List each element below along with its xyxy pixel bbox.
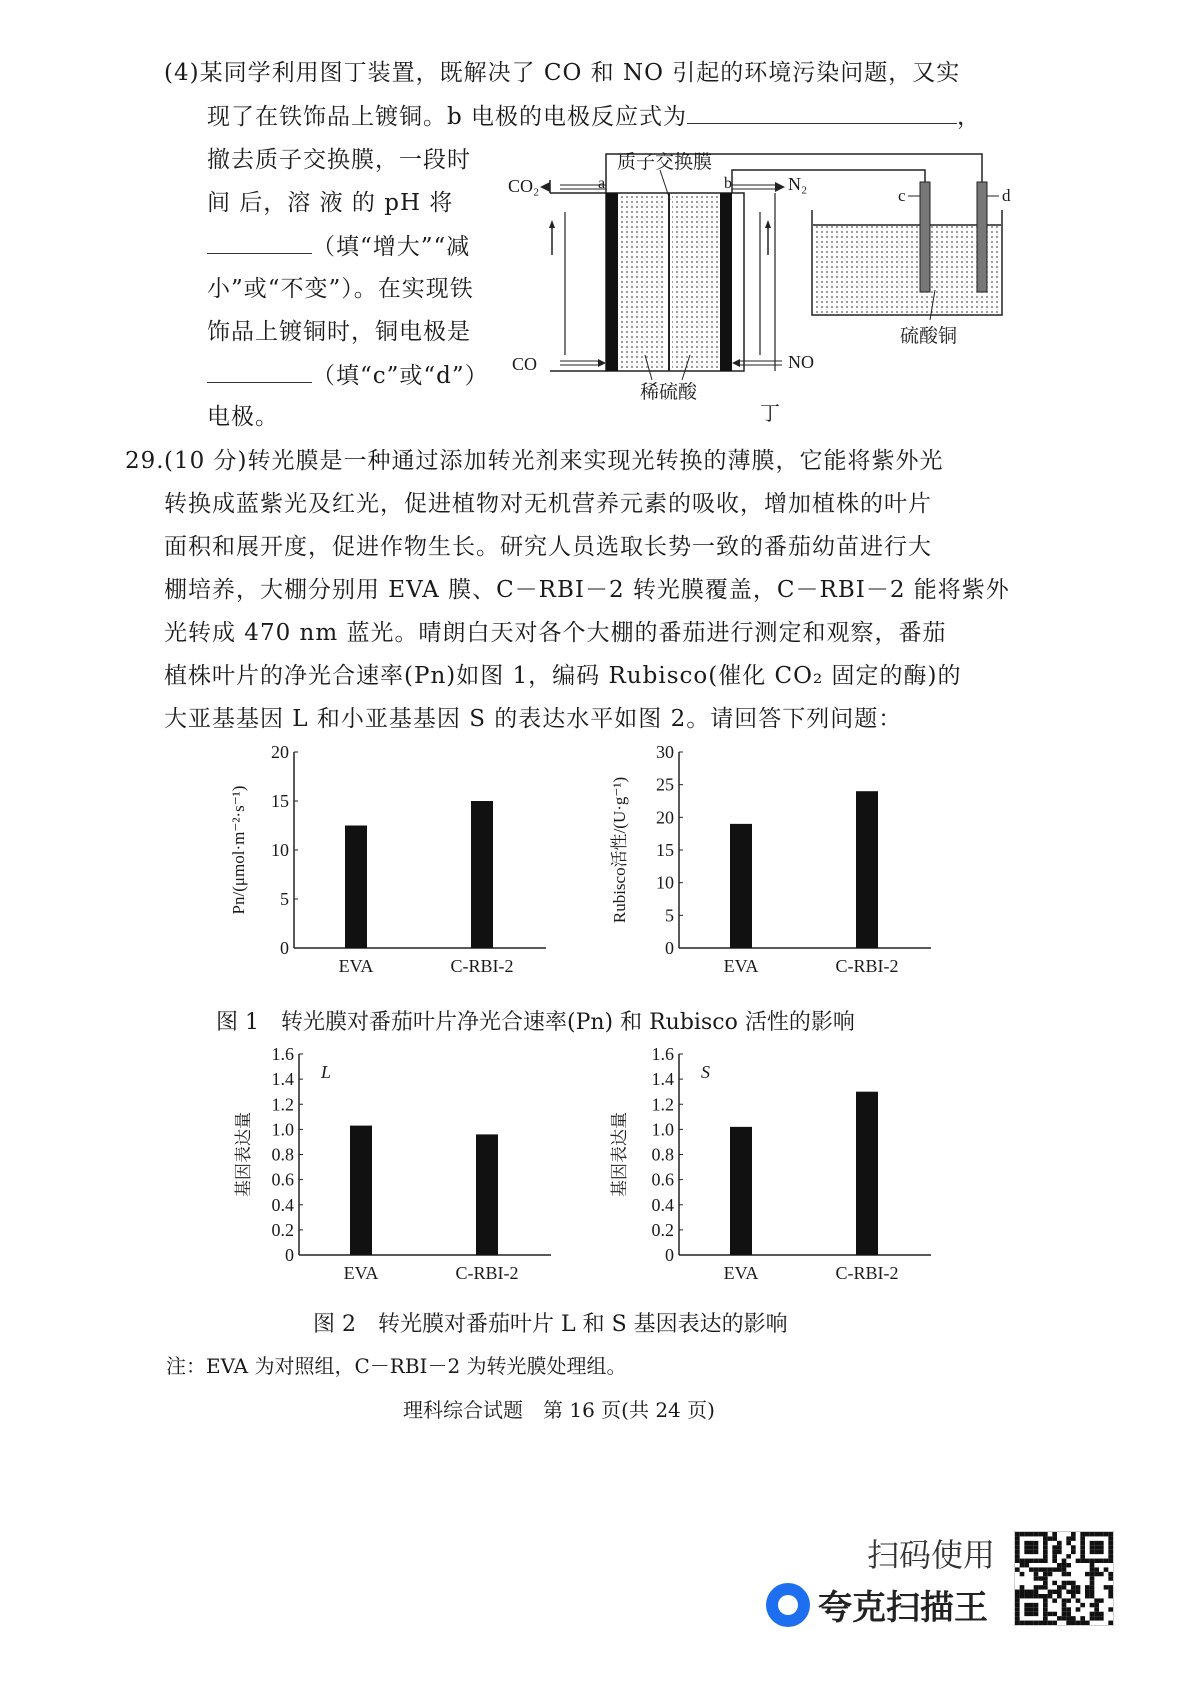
note: 注：EVA 为对照组，C－RBI－2 为转光膜处理组。 xyxy=(166,1354,627,1378)
q29-line: 转换成蓝紫光及红光，促进植物对无机营养元素的吸收，增加植株的叶片 xyxy=(164,491,932,517)
x-tick-label: EVA xyxy=(723,956,759,976)
q4-line-1: (4)某同学利用图丁装置，既解决了 CO 和 NO 引起的环境污染问题，又实 xyxy=(164,60,961,86)
y-tick-label: 0.2 xyxy=(271,1219,294,1240)
q4-line-2-text: 现了在铁饰品上镀铜。b 电极的电极反应式为 xyxy=(207,104,688,130)
co-label: CO xyxy=(512,354,538,374)
y-tick-label: 30 xyxy=(656,742,674,762)
q4-left-line: 撤去质子交换膜，一段时 xyxy=(207,147,471,173)
x-tick-label: EVA xyxy=(343,1263,379,1283)
y-tick-label: 0 xyxy=(280,938,289,958)
scan-prompt: 扫码使用 xyxy=(867,1536,996,1574)
scanner-brand xyxy=(766,1580,988,1629)
y-tick-label: 0.2 xyxy=(651,1219,674,1240)
y-tick-label: 1.4 xyxy=(271,1069,294,1090)
quark-logo-icon xyxy=(766,1583,810,1627)
y-tick-label: 1.2 xyxy=(651,1094,674,1115)
bar xyxy=(730,1127,752,1255)
y-tick-label: 25 xyxy=(656,774,674,795)
y-tick-label: 1.6 xyxy=(651,1044,674,1064)
electrode-b-label: b xyxy=(724,175,732,192)
answer-blank-3[interactable] xyxy=(207,360,312,383)
q4-left-line: 间 后，溶 液 的 pH 将 xyxy=(207,190,454,216)
q4-left-text: （填“c”或“d”） xyxy=(312,363,489,389)
bar xyxy=(856,791,878,948)
y-axis-label: 基因表达量 xyxy=(610,1112,629,1197)
y-tick-label: 10 xyxy=(656,872,674,893)
q4-line-2 xyxy=(207,101,981,132)
electrolyte-label: 稀硫酸 xyxy=(640,382,698,403)
bath-label: 硫酸铜 xyxy=(900,326,958,347)
bar xyxy=(350,1126,372,1255)
y-tick-label: 0 xyxy=(285,1245,294,1265)
q29-line: 棚培养，大棚分别用 EVA 膜、C－RBI－2 转光膜覆盖，C－RBI－2 能将紫外 xyxy=(164,577,1010,603)
q29-line: (10 分)转光膜是一种通过添加转光剂来实现光转换的薄膜，它能将紫外光 xyxy=(164,448,944,474)
bar xyxy=(471,801,493,948)
panel-label: S xyxy=(701,1062,710,1082)
y-tick-label: 0 xyxy=(665,938,674,958)
q29-line: 大亚基基因 L 和小亚基基因 S 的表达水平如图 2。请回答下列问题： xyxy=(164,706,903,732)
chart-gene-l xyxy=(225,1042,575,1297)
y-tick-label: 1.0 xyxy=(651,1119,674,1140)
q29-number: 29. xyxy=(125,448,165,474)
q29-line: 面积和展开度，促进作物生长。研究人员选取长势一致的番茄幼苗进行大 xyxy=(164,534,932,560)
bar xyxy=(856,1092,878,1255)
y-tick-label: 0.6 xyxy=(651,1169,674,1190)
figure-2-caption: 图 2 转光膜对番茄叶片 L 和 S 基因表达的影响 xyxy=(313,1312,788,1337)
q4-left-line: 电极。 xyxy=(207,404,279,430)
x-tick-label: C-RBI-2 xyxy=(450,956,514,976)
electrolysis-diagram xyxy=(510,140,1030,430)
q4-left-text: （填“增大”“减 xyxy=(312,234,471,260)
y-tick-label: 15 xyxy=(656,840,674,860)
no-label: NO xyxy=(788,352,814,372)
y-tick-label: 0.8 xyxy=(651,1144,674,1165)
y-tick-label: 0.8 xyxy=(271,1144,294,1165)
x-tick-label: C-RBI-2 xyxy=(455,1263,519,1283)
y-tick-label: 20 xyxy=(656,807,674,828)
membrane-label: 质子交换膜 xyxy=(617,152,713,173)
q4-left-line xyxy=(207,231,470,262)
qr-code-icon[interactable] xyxy=(1014,1531,1114,1626)
bar xyxy=(345,826,367,949)
n2-label: N₂ xyxy=(788,174,808,194)
electrode-d xyxy=(977,182,987,292)
y-tick-label: 0.4 xyxy=(651,1194,674,1215)
q4-line-2-end: ， xyxy=(957,104,982,130)
answer-blank-2[interactable] xyxy=(207,231,312,254)
panel-label: L xyxy=(321,1062,332,1082)
y-axis-label: Pn/(μmol·m⁻²·s⁻¹) xyxy=(229,785,248,915)
electrode-b xyxy=(720,193,732,371)
q29-line: 植株叶片的净光合速率(Pn)如图 1，编码 Rubisco(催化 CO₂ 固定的酶)的 xyxy=(164,663,962,689)
electrode-c-label: c xyxy=(898,186,906,205)
figure-1-caption: 图 1 转光膜对番茄叶片净光合速率(Pn) 和 Rubisco 活性的影响 xyxy=(216,1010,855,1035)
chart-gene-s xyxy=(605,1042,955,1297)
q4-left-line: 饰品上镀铜时，铜电极是 xyxy=(207,319,471,345)
chart-rubisco xyxy=(605,740,955,990)
x-tick-label: EVA xyxy=(723,1263,759,1283)
y-tick-label: 1.2 xyxy=(271,1094,294,1115)
q29-line: 光转成 470 nm 蓝光。晴朗白天对各个大棚的番茄进行测定和观察，番茄 xyxy=(164,620,947,646)
bar xyxy=(730,824,752,948)
y-tick-label: 5 xyxy=(665,905,674,926)
y-tick-label: 0 xyxy=(665,1245,674,1265)
figure-label-ding: 丁 xyxy=(760,403,780,425)
y-tick-label: 1.4 xyxy=(651,1069,674,1090)
y-tick-label: 0.4 xyxy=(271,1194,294,1215)
electrode-d-label: d xyxy=(1002,186,1011,205)
bar xyxy=(476,1134,498,1255)
y-tick-label: 20 xyxy=(271,742,289,762)
x-tick-label: C-RBI-2 xyxy=(835,1263,899,1283)
y-tick-label: 0.6 xyxy=(271,1169,294,1190)
y-tick-label: 15 xyxy=(271,791,289,811)
y-axis-label: Rubisco活性/(U·g⁻¹) xyxy=(610,776,629,924)
brand-name: 夸克扫描王 xyxy=(818,1588,988,1628)
co2-label: CO₂ xyxy=(508,176,540,196)
x-tick-label: C-RBI-2 xyxy=(835,956,899,976)
electrode-a-label: a xyxy=(598,175,606,192)
y-axis-label: 基因表达量 xyxy=(234,1112,253,1197)
y-tick-label: 1.0 xyxy=(271,1119,294,1140)
chart-pn xyxy=(220,740,560,990)
q4-left-line: 小”或“不变”）。在实现铁 xyxy=(207,276,474,302)
y-tick-label: 1.6 xyxy=(271,1044,294,1064)
q4-left-line xyxy=(207,360,489,391)
electrode-a xyxy=(606,193,618,371)
x-tick-label: EVA xyxy=(338,956,374,976)
page-footer: 理科综合试题 第 16 页(共 24 页) xyxy=(403,1398,715,1422)
y-tick-label: 10 xyxy=(271,840,289,860)
electrode-c xyxy=(920,182,930,292)
answer-blank-1[interactable] xyxy=(687,101,957,124)
y-tick-label: 5 xyxy=(280,889,289,909)
